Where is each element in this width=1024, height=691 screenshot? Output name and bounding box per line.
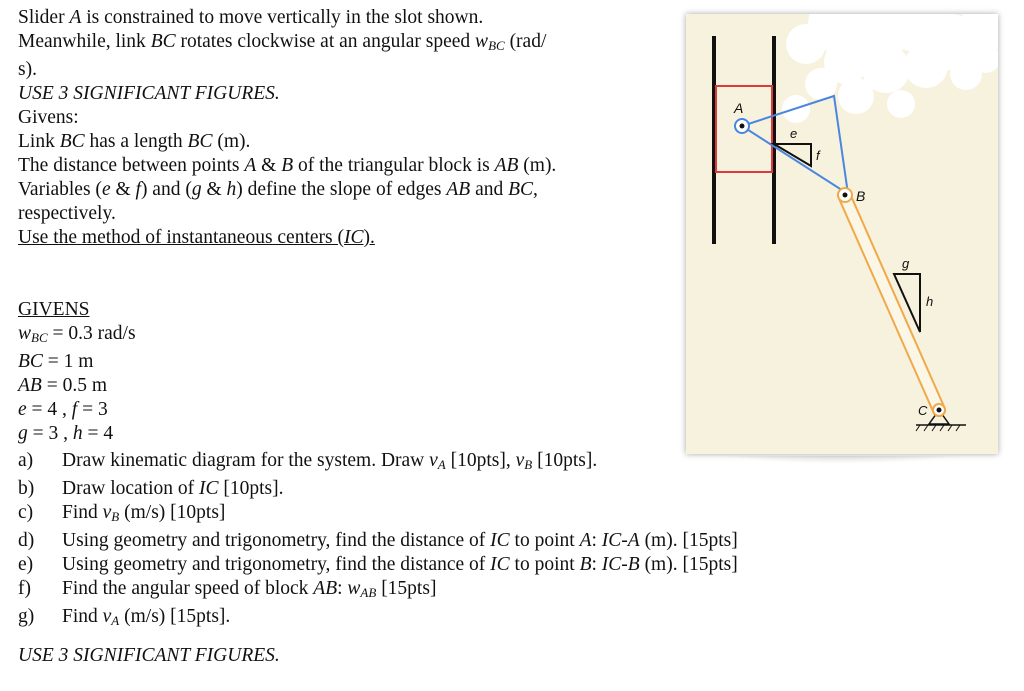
question-b: b) Draw location of IC [10pts].: [18, 478, 284, 499]
question-f: f) Find the angular speed of block AB: $w_{AB}$ [15pts]: [18, 578, 437, 600]
given-wbc: $w_{BC} = 0.3$ rad/s: [18, 323, 136, 345]
given-ab: AB = 0.5 m: [18, 375, 107, 396]
label-c: C: [918, 403, 928, 418]
question-a: a) Draw kinematic diagram for the system. Draw $v_A$ [10pts], $v_B$ [10pts].: [18, 450, 598, 472]
mechanism-figure: [686, 14, 998, 454]
label-h: h: [926, 294, 934, 309]
sig-figs-note-final: USE 3 SIGNIFICANT FIGURES.: [18, 645, 280, 666]
givens-title: GIVENS: [18, 299, 90, 320]
given-ef: e = 4 , f = 3: [18, 399, 108, 420]
question-e: e) Using geometry and trigonometry, find the distance of IC to point B: IC-B (m). [15pts]: [18, 554, 738, 575]
intro-line-7: Variables (e & f) and (g & h) define the slope of edges AB and BC,: [18, 179, 538, 200]
intro-line-8: respectively.: [18, 203, 116, 224]
intro-line-3: s).: [18, 59, 37, 80]
given-bc: BC = 1 m: [18, 351, 94, 372]
intro-line-2: Meanwhile, link BC rotates clockwise at an angular speed $w_{BC}$ (rad/: [18, 31, 547, 53]
pin-c-center: [937, 408, 942, 413]
question-g: g) Find $v_A$ (m/s) [15pts].: [18, 606, 231, 628]
given-gh: g = 3 , h = 4: [18, 423, 114, 444]
intro-line-5: Link BC has a length BC (m).: [18, 131, 251, 152]
question-d: d) Using geometry and trigonometry, find the distance of IC to point A: IC-A (m). [15pts]: [18, 530, 738, 551]
question-c: c) Find $v_B$ (m/s) [10pts]: [18, 502, 226, 524]
label-e: e: [790, 126, 798, 141]
mechanism-diagram: [686, 14, 998, 454]
label-b: B: [856, 188, 866, 204]
method-note: Use the method of instantaneous centers (IC).: [18, 227, 375, 248]
problem-statement: [18, 6, 658, 446]
intro-line-6: The distance between points A & B of the triangular block is AB (m).: [18, 155, 557, 176]
sig-figs-note: USE 3 SIGNIFICANT FIGURES.: [18, 83, 280, 104]
figure-shadow: [680, 456, 1004, 496]
givens-heading: Givens:: [18, 107, 79, 128]
pin-a-center: [740, 124, 745, 129]
pin-b-center: [843, 193, 848, 198]
label-a: A: [734, 100, 744, 116]
intro-line-1: Slider A is constrained to move vertically in the slot shown.: [18, 7, 484, 28]
label-f: f: [816, 148, 820, 163]
label-g: g: [902, 256, 910, 271]
